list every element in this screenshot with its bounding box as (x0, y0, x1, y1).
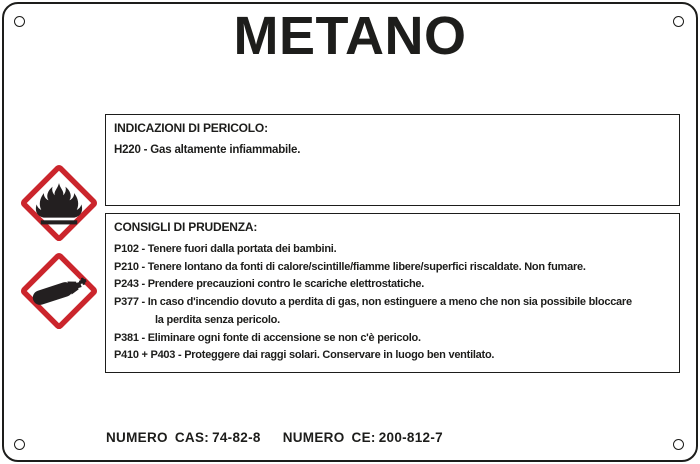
precaution-line: la perdita senza pericolo. (155, 313, 280, 326)
flame-pictogram-icon (18, 162, 100, 244)
precaution-line: P377 - In caso d'incendio dovuto a perdita di gas, non estinguere a meno che non sia possibile bloccare (114, 296, 632, 309)
precaution-line: P410 + P403 - Proteggere dai raggi solari. Conservare in luogo ben ventilato. (114, 349, 495, 362)
cas-number-label: NUMERO CAS: (106, 430, 210, 445)
precaution-statements-box (105, 213, 680, 373)
precaution-line: P210 - Tenere lontano da fonti di calore/scintille/fiamme libere/superfici riscaldate. Non fumare. (114, 260, 586, 273)
screw-hole-bottom-left (14, 439, 25, 450)
hazard-statement-h220: H220 - Gas altamente infiammabile. (114, 144, 301, 156)
ce-number-value: 200-812-7 (378, 430, 443, 445)
gas-cylinder-pictogram-icon (18, 250, 100, 332)
sign-plate (2, 2, 698, 462)
precaution-line: P243 - Prendere precauzioni contro le scariche elettrostatiche. (114, 278, 425, 291)
screw-hole-bottom-right (673, 439, 684, 450)
precaution-box-label: CONSIGLI DI PRUDENZA: (114, 220, 258, 234)
sign-title: METANO (233, 6, 467, 66)
precaution-line: P381 - Eliminare ogni fonte di accensione se non c'è pericolo. (114, 331, 421, 344)
hazard-box-label: INDICAZIONI DI PERICOLO: (114, 121, 268, 135)
precaution-line: P102 - Tenere fuori dalla portata dei bambini. (114, 243, 337, 255)
ce-number-label: NUMERO CE: (282, 430, 376, 445)
precaution-lines (114, 241, 671, 365)
hazard-statements-box (105, 114, 680, 206)
footer-identifiers (106, 430, 443, 445)
cas-number-value: 74-82-8 (212, 430, 261, 445)
